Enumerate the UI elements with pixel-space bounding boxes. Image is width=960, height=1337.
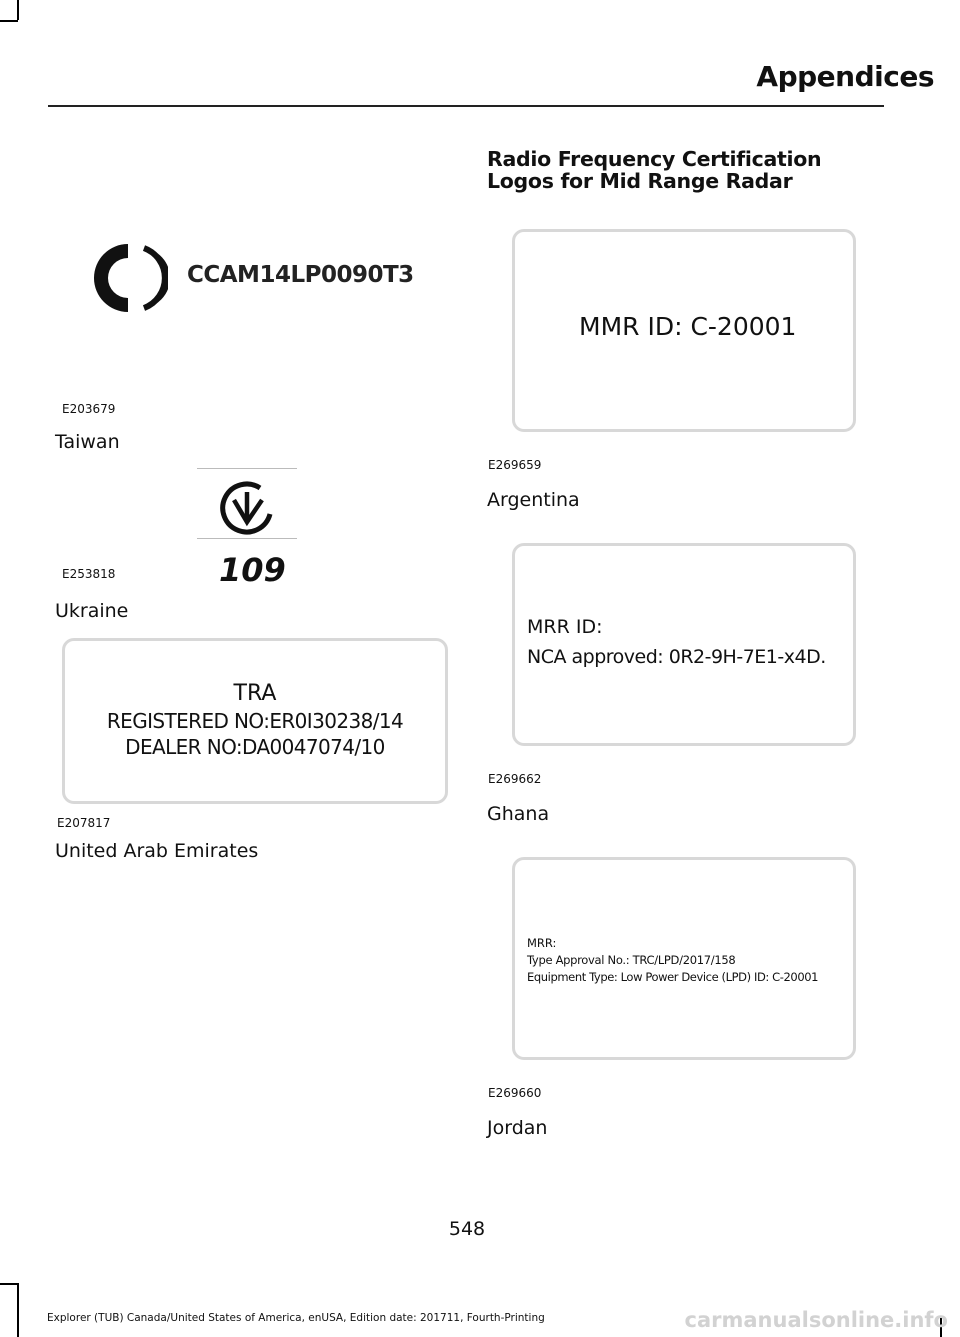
section-heading: Radio Frequency Certification Logos for Mid Range Radar bbox=[487, 147, 822, 193]
watermark: carmanualsonline.info bbox=[684, 1308, 948, 1332]
jordan-label-box bbox=[512, 857, 856, 1060]
caption-taiwan: Taiwan bbox=[55, 431, 120, 453]
ukraine-number: 109 bbox=[219, 551, 286, 589]
figure-ref: E203679 bbox=[62, 402, 116, 416]
uae-label-line-1: TRA bbox=[233, 681, 277, 706]
argentina-label-box bbox=[512, 229, 856, 432]
ghana-label-box bbox=[512, 543, 856, 746]
ukraine-logo-figure bbox=[197, 468, 297, 592]
argentina-label-line-1: MMR ID: C-20001 bbox=[579, 312, 797, 341]
caption-ghana: Ghana bbox=[487, 803, 550, 825]
figure-ref: E253818 bbox=[62, 567, 116, 581]
caption-ukraine: Ukraine bbox=[55, 600, 129, 622]
uae-label-line-2: REGISTERED NO:ER0I30238/14 bbox=[106, 709, 404, 733]
figure-ref: E269659 bbox=[488, 458, 542, 472]
ncc-certification-code: CCAM14LP0090T3 bbox=[187, 262, 414, 288]
crop-mark bbox=[0, 20, 18, 22]
page-number: 548 bbox=[448, 1218, 486, 1240]
jordan-label-line-1: MRR: bbox=[527, 936, 557, 950]
header-divider bbox=[48, 105, 884, 107]
figure-ref: E269660 bbox=[488, 1086, 542, 1100]
ukraine-conformity-mark-icon bbox=[212, 478, 282, 538]
figure-ref: E269662 bbox=[488, 772, 542, 786]
caption-argentina: Argentina bbox=[487, 489, 580, 511]
jordan-label-line-2: Type Approval No.: TRC/LPD/2017/158 bbox=[527, 953, 736, 967]
crop-mark bbox=[0, 1283, 18, 1285]
crop-mark bbox=[17, 0, 19, 20]
divider bbox=[197, 538, 297, 539]
uae-label-line-3: DEALER NO:DA0047074/10 bbox=[125, 735, 385, 759]
ncc-mark-icon bbox=[88, 238, 168, 318]
jordan-label-line-3: Equipment Type: Low Power Device (LPD) ID: C-20001 bbox=[527, 970, 819, 984]
footer-edition-info: Explorer (TUB) Canada/United States of America, enUSA, Edition date: 201711, Fourth-Printing bbox=[47, 1312, 545, 1324]
ncc-logo-figure bbox=[60, 200, 450, 350]
uae-label-box bbox=[62, 638, 448, 804]
figure-ref: E207817 bbox=[57, 816, 111, 830]
caption-uae: United Arab Emirates bbox=[55, 840, 259, 862]
ghana-label-line-1: MRR ID: bbox=[527, 616, 603, 638]
crop-mark bbox=[17, 1283, 19, 1337]
ghana-label-line-2: NCA approved: 0R2-9H-7E1-x4D. bbox=[527, 646, 826, 668]
caption-jordan: Jordan bbox=[487, 1117, 548, 1139]
page-title: Appendices bbox=[756, 60, 934, 93]
divider bbox=[197, 468, 297, 469]
